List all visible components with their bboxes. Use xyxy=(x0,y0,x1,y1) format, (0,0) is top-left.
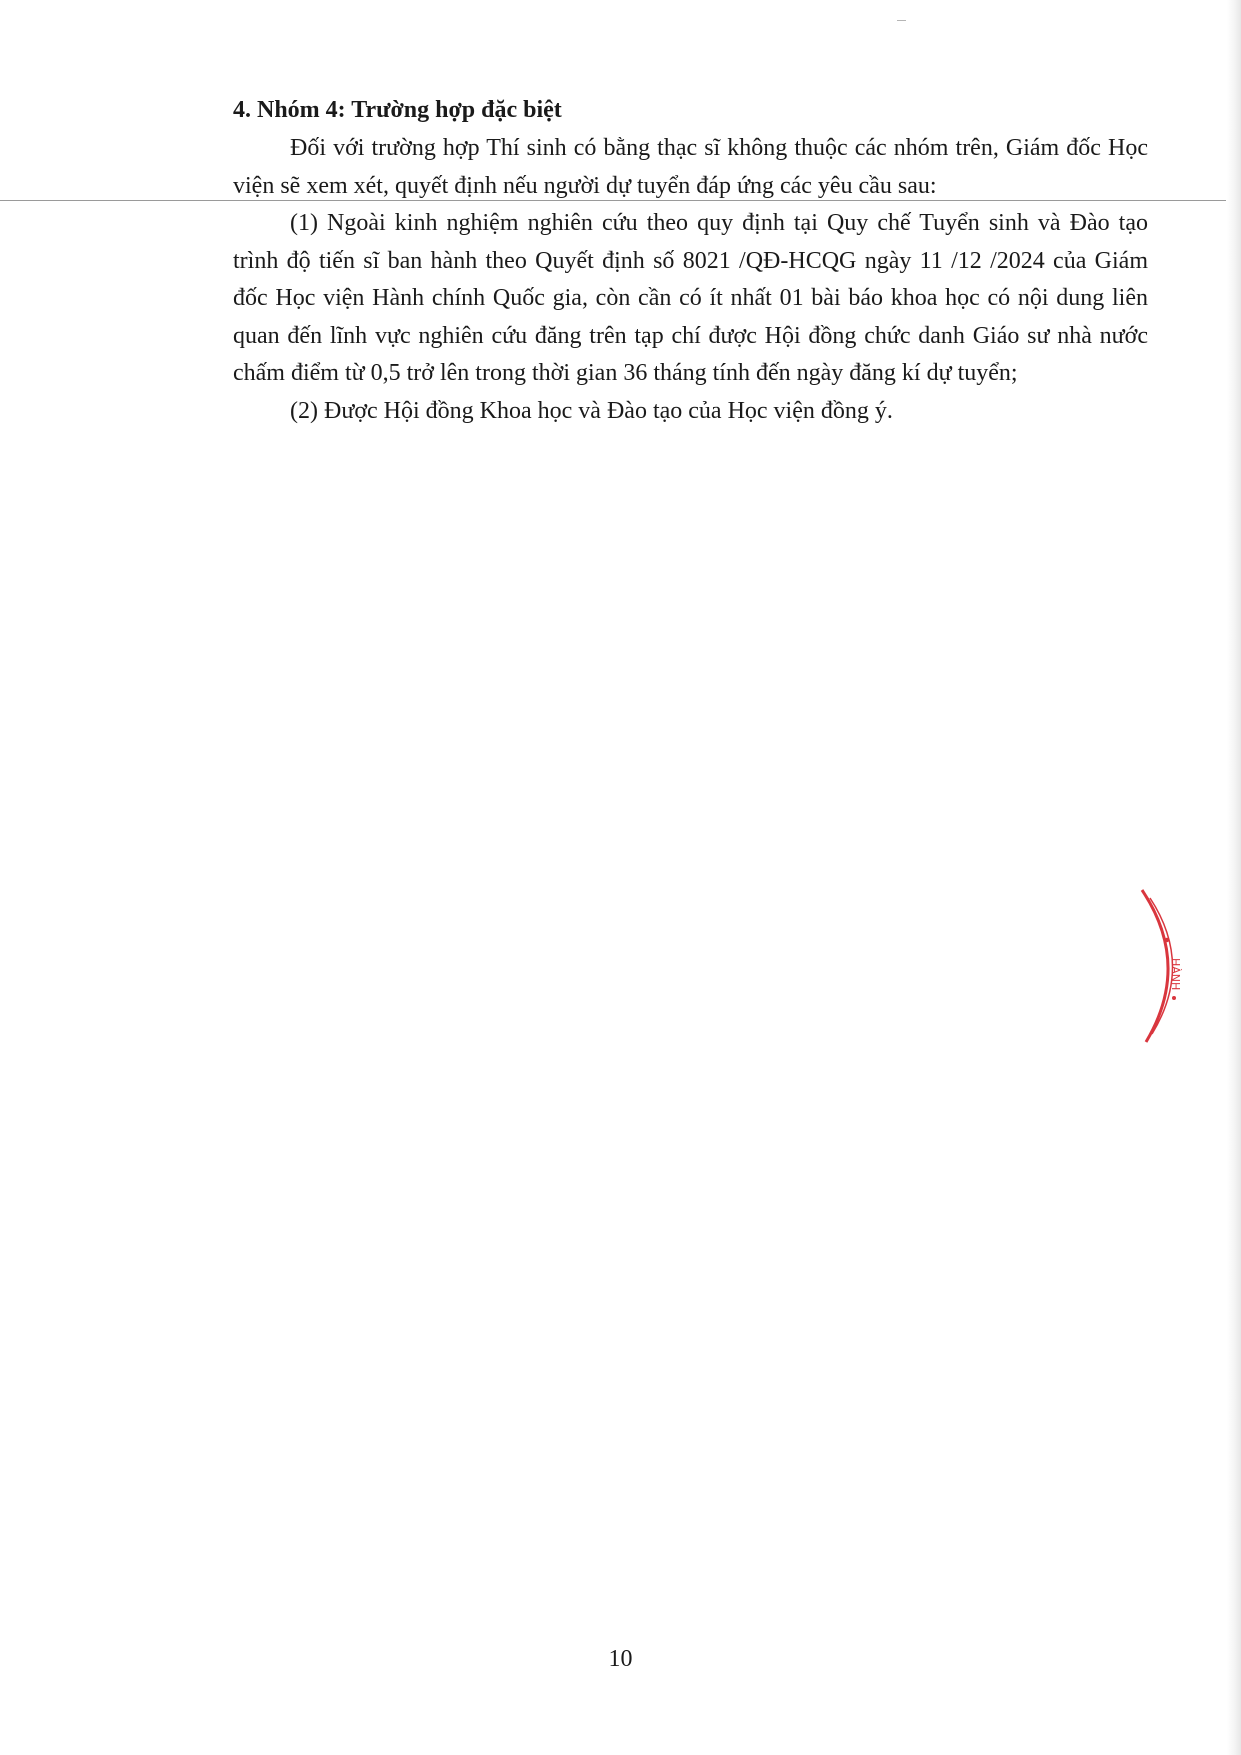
document-body xyxy=(233,90,1148,430)
paragraph-intro: Đối với trường hợp Thí sinh có bằng thạc sĩ không thuộc các nhóm trên, Giám đốc Học viện sẽ xem xét, quyết định nếu người dự tuyển đáp ứng các yêu cầu sau: xyxy=(233,135,1148,199)
page-number: 10 xyxy=(608,1646,633,1672)
paragraph-requirement-1: (1) Ngoài kinh nghiệm nghiên cứu theo quy định tại Quy chế Tuyển sinh và Đào tạo trình độ tiến sĩ ban hành theo Quyết định số 8021 /QĐ-HCQG ngày 11 /12 /2024 của Giám đốc Học viện Hành chính Quốc gia, còn cần có ít nhất 01 bài báo khoa học có nội dung liên quan đến lĩnh vực nghiên cứu đăng trên tạp chí được Hội đồng chức danh Giáo sư nhà nước chấm điểm từ 0,5 trở lên trong thời gian 36 tháng tính đến ngày đăng kí dự tuyển; xyxy=(233,210,1148,386)
red-seal-stamp-icon xyxy=(1140,880,1188,1050)
svg-text:HÀNH: HÀNH xyxy=(1169,958,1182,991)
paragraph-requirement-2: (2) Được Hội đồng Khoa học và Đào tạo của Học viện đồng ý. xyxy=(290,397,893,424)
scan-mark xyxy=(897,20,906,21)
section-heading: 4. Nhóm 4: Trường hợp đặc biệt xyxy=(233,97,562,123)
page-edge-shadow xyxy=(1227,0,1241,1755)
